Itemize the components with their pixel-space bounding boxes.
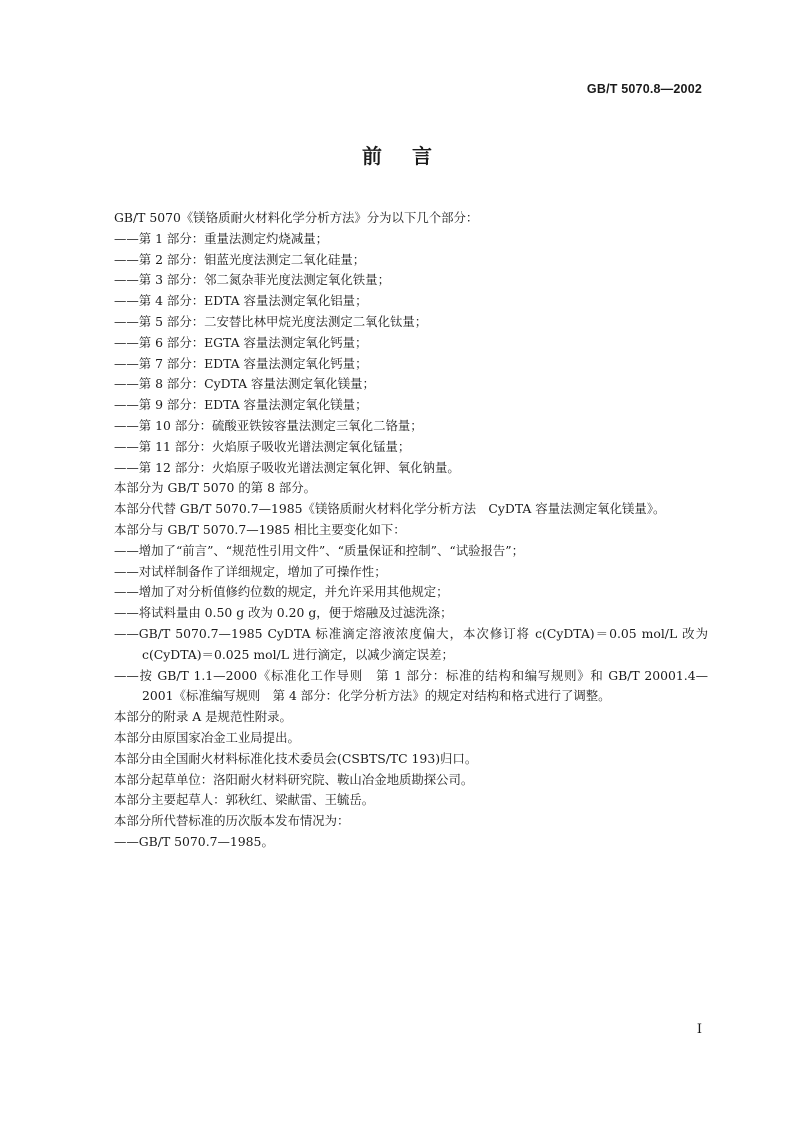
intro-paragraph: GB/T 5070《镁铬质耐火材料化学分析方法》分为以下几个部分： <box>114 210 479 225</box>
list-item: ——GB/T 5070.7—1985 CyDTA 标准滴定溶液浓度偏大，本次修订将 c(CyDTA)＝0.05 mol/L 改为 c(CyDTA)＝0.025 mol/L 进行滴定，以减少滴定误差； <box>114 625 708 662</box>
list-item: ——第 8 部分：CyDTA 容量法测定氧化镁量； <box>114 376 375 392</box>
foreword-body <box>86 208 708 853</box>
list-item: ——第 6 部分：EGTA 容量法测定氧化钙量； <box>114 334 368 350</box>
list-item: ——第 3 部分：邻二氮杂菲光度法测定氧化铁量； <box>114 272 390 288</box>
page-title: 前言 <box>362 144 462 168</box>
replaces-paragraph: 本部分代替 GB/T 5070.7—1985《镁铬质耐火材料化学分析方法 CyDTA 容量法测定氧化镁量》。 <box>114 501 666 517</box>
changes-intro-paragraph: 本部分与 GB/T 5070.7—1985 相比主要变化如下： <box>114 521 406 537</box>
list-item: ——第 9 部分：EDTA 容量法测定氧化镁量； <box>114 397 368 413</box>
list-item: ——将试料量由 0.50 g 改为 0.20 g，便于熔融及过滤洗涤； <box>114 605 453 621</box>
list-item: ——第 2 部分：钼蓝光度法测定二氧化硅量； <box>114 251 366 267</box>
drafting-units-paragraph: 本部分起草单位：洛阳耐火材料研究院、鞍山冶金地质勘探公司。 <box>114 771 474 787</box>
page-number: I <box>696 1022 702 1037</box>
changes-list <box>86 541 708 707</box>
list-item: ——GB/T 5070.7—1985。 <box>114 833 274 849</box>
list-item: ——增加了对分析值修约位数的规定，并允许采用其他规定； <box>114 584 449 600</box>
this-part-paragraph: 本部分为 GB/T 5070 的第 8 部分。 <box>114 480 317 496</box>
list-item: ——第 1 部分：重量法测定灼烧减量； <box>114 230 329 246</box>
list-item: ——增加了“前言”、“规范性引用文件”、“质量保证和控制”、“试验报告”； <box>114 542 525 558</box>
appendix-paragraph: 本部分的附录 A 是规范性附录。 <box>114 709 292 725</box>
list-item: ——第 4 部分：EDTA 容量法测定氧化铝量； <box>114 293 368 309</box>
managed-by-paragraph: 本部分由全国耐火材料标准化技术委员会(CSBTS/TC 193)归口。 <box>114 750 478 766</box>
standard-code: GB/T 5070.8—2002 <box>586 82 702 96</box>
list-item: ——第 5 部分：二安替比林甲烷光度法测定二氧化钛量； <box>114 313 428 329</box>
drafters-paragraph: 本部分主要起草人：郭秋红、梁献雷、王毓岳。 <box>114 792 375 808</box>
list-item: ——第 7 部分：EDTA 容量法测定氧化钙量； <box>114 355 368 371</box>
list-item: ——对试样制备作了详细规定，增加了可操作性； <box>114 563 387 579</box>
list-item: ——第 11 部分：火焰原子吸收光谱法测定氧化锰量； <box>114 438 411 454</box>
list-item: ——第 12 部分：火焰原子吸收光谱法测定氧化钾、氧化钠量。 <box>114 459 460 475</box>
proposed-by-paragraph: 本部分由原国家冶金工业局提出。 <box>114 729 300 745</box>
parts-list <box>86 229 708 479</box>
list-item: ——第 10 部分：硫酸亚铁铵容量法测定三氧化二铬量； <box>114 417 423 433</box>
list-item: ——按 GB/T 1.1—2000《标准化工作导则 第 1 部分：标准的结构和编写规则》和 GB/T 20001.4—2001《标准编写规则 第 4 部分：化学分析方法》的规定对结构和格式进行了调整。 <box>114 667 708 704</box>
history-intro-paragraph: 本部分所代替标准的历次版本发布情况为： <box>114 813 350 829</box>
